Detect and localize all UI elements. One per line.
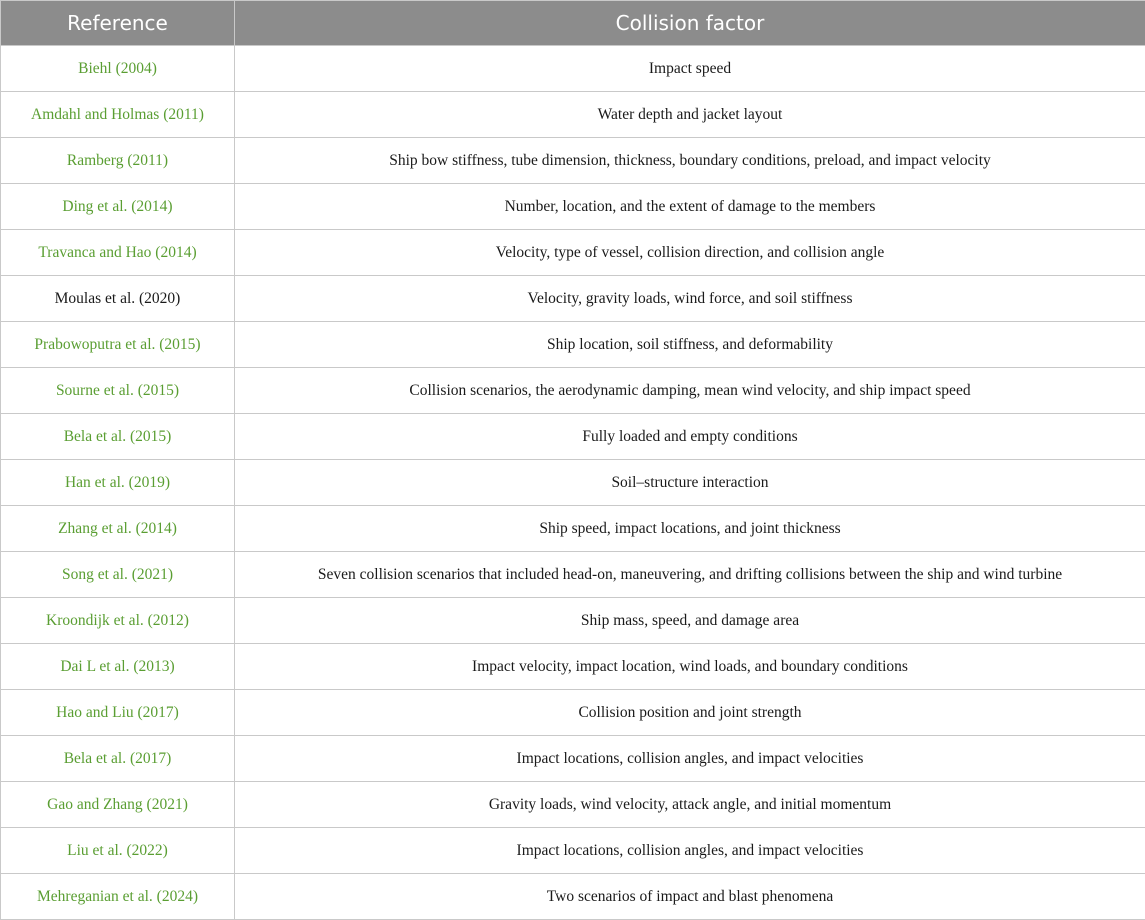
table-row	[1, 92, 1145, 138]
collision-factor-cell: Impact locations, collision angles, and impact velocities	[235, 828, 1145, 874]
reference-link[interactable]: Song et al. (2021)	[1, 552, 235, 598]
table-row	[1, 46, 1145, 92]
reference-link[interactable]: Bela et al. (2015)	[1, 414, 235, 460]
table-row	[1, 322, 1145, 368]
reference-link[interactable]: Dai L et al. (2013)	[1, 644, 235, 690]
table-row	[1, 736, 1145, 782]
column-header-reference: Reference	[1, 1, 235, 46]
column-header-collision-factor: Collision factor	[235, 1, 1145, 46]
collision-factor-cell: Gravity loads, wind velocity, attack angle, and initial momentum	[235, 782, 1145, 828]
collision-factor-cell: Ship location, soil stiffness, and deformability	[235, 322, 1145, 368]
table-row	[1, 598, 1145, 644]
collision-factor-cell: Fully loaded and empty conditions	[235, 414, 1145, 460]
collision-factor-cell: Two scenarios of impact and blast phenomena	[235, 874, 1145, 920]
table-row	[1, 644, 1145, 690]
table-row	[1, 782, 1145, 828]
table-row	[1, 368, 1145, 414]
collision-factor-cell: Impact speed	[235, 46, 1145, 92]
reference-link[interactable]: Prabowoputra et al. (2015)	[1, 322, 235, 368]
collision-factor-cell: Ship speed, impact locations, and joint thickness	[235, 506, 1145, 552]
reference-link[interactable]: Travanca and Hao (2014)	[1, 230, 235, 276]
reference-link[interactable]: Gao and Zhang (2021)	[1, 782, 235, 828]
collision-factor-cell: Impact velocity, impact location, wind loads, and boundary conditions	[235, 644, 1145, 690]
collision-factor-cell: Impact locations, collision angles, and impact velocities	[235, 736, 1145, 782]
reference-link[interactable]: Ramberg (2011)	[1, 138, 235, 184]
collision-factor-cell: Seven collision scenarios that included head-on, maneuvering, and drifting collisions between the ship and wind turbine	[235, 552, 1145, 598]
reference-link[interactable]: Amdahl and Holmas (2011)	[1, 92, 235, 138]
reference-link[interactable]: Liu et al. (2022)	[1, 828, 235, 874]
collision-factor-cell: Collision scenarios, the aerodynamic damping, mean wind velocity, and ship impact speed	[235, 368, 1145, 414]
reference-link[interactable]: Sourne et al. (2015)	[1, 368, 235, 414]
collision-factor-cell: Velocity, type of vessel, collision direction, and collision angle	[235, 230, 1145, 276]
table-row	[1, 460, 1145, 506]
table-row	[1, 414, 1145, 460]
reference-link[interactable]: Kroondijk et al. (2012)	[1, 598, 235, 644]
reference-link[interactable]: Bela et al. (2017)	[1, 736, 235, 782]
table-row	[1, 874, 1145, 920]
table-row	[1, 552, 1145, 598]
table-row	[1, 690, 1145, 736]
collision-factor-cell: Velocity, gravity loads, wind force, and soil stiffness	[235, 276, 1145, 322]
table-row	[1, 230, 1145, 276]
table-row	[1, 138, 1145, 184]
collision-factor-cell: Water depth and jacket layout	[235, 92, 1145, 138]
table-row	[1, 276, 1145, 322]
collision-factor-cell: Number, location, and the extent of damage to the members	[235, 184, 1145, 230]
reference-link[interactable]: Ding et al. (2014)	[1, 184, 235, 230]
reference-link[interactable]: Mehreganian et al. (2024)	[1, 874, 235, 920]
table-body	[1, 46, 1145, 920]
table-row	[1, 506, 1145, 552]
reference-link[interactable]: Zhang et al. (2014)	[1, 506, 235, 552]
collision-factor-cell: Ship mass, speed, and damage area	[235, 598, 1145, 644]
table-row	[1, 184, 1145, 230]
reference-text: Moulas et al. (2020)	[1, 276, 235, 322]
collision-factor-cell: Collision position and joint strength	[235, 690, 1145, 736]
table-row	[1, 828, 1145, 874]
collision-factor-cell: Soil–structure interaction	[235, 460, 1145, 506]
reference-link[interactable]: Hao and Liu (2017)	[1, 690, 235, 736]
reference-link[interactable]: Biehl (2004)	[1, 46, 235, 92]
collision-factor-cell: Ship bow stiffness, tube dimension, thickness, boundary conditions, preload, and impact velocity	[235, 138, 1145, 184]
table-header-row	[1, 1, 1145, 46]
reference-link[interactable]: Han et al. (2019)	[1, 460, 235, 506]
